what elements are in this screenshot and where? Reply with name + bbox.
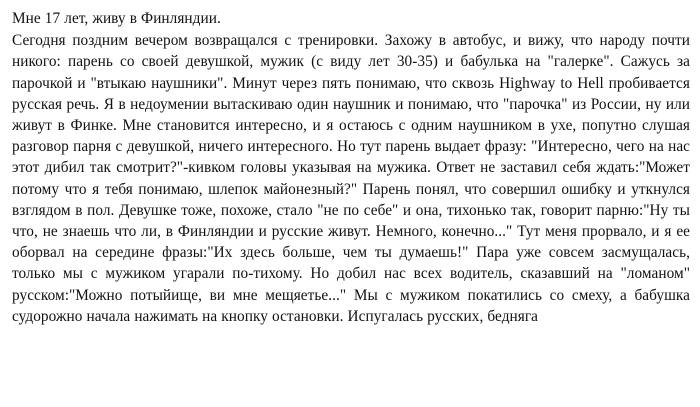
story-text (12, 8, 690, 327)
story-paragraph-intro: Мне 17 лет, живу в Финляндии. (12, 10, 221, 27)
story-paragraph-body: Сегодня поздним вечером возвращался с тренировки. Захожу в автобус, и вижу, что народу почти никого: парень со своей девушкой, мужик (с виду лет 30-35) и бабулька на "галерке". Сажусь за парочкой и "втыкаю наушники". Минут через пять понимаю, что сквозь Highway to Hell пробивается русская речь. Я в недоумении вытаскиваю один наушник и понимаю, что "парочка" из России, ну или живут в Финке. Мне становится интересно, и я остаюсь с одним наушником в ухе, попутно слушая разговор парня с девушкой, ничего интересного. Но тут парень выдает фразу: "Интересно, чего на нас этот дибил так смотрит?"-кивком головы указывая на мужика. Ответ не заставил себя ждать:"Может потому что я тебя понимаю, шлепок майонезный?" Парень понял, что совершил ошибку и уткнулся взглядом в пол. Девушке тоже, похоже, стало "не по себе" и она, тихонько так, говорит парню:"Ну ты что, не знаешь что ли, в Финляндии и русские живут. Немного, конечно..." Тут меня прорвало, и я ее оборвал на середине фразы:"Их здесь больше, чем ты думаешь!" Пара уже совсем засмущалась, только мы с мужиком угарали по-тихому. Но добил нас всех водитель, сказавший на "ломаном" русском:"Можно потыйище, ви мне мещяетье..." Мы с мужиком покатились со смеху, а бабушка судорожно начала нажимать на кнопку остановки. Испугалась русских, бедняга (12, 32, 690, 325)
